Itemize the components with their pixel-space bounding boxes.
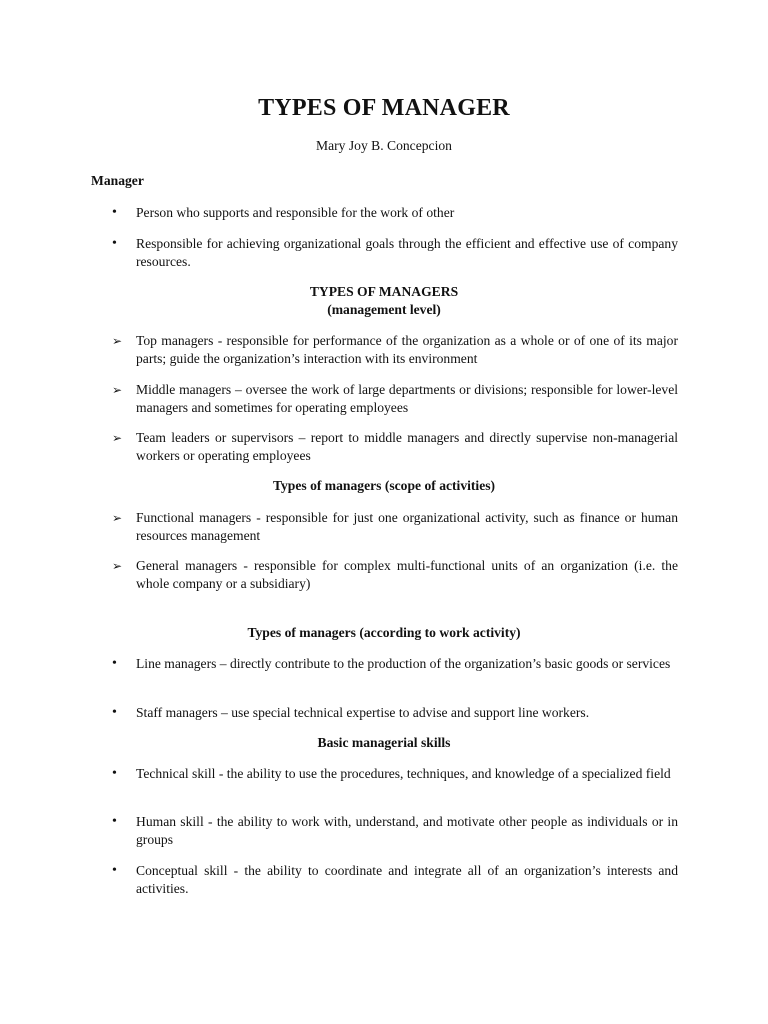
manager-label: Manager <box>91 173 144 188</box>
arrow-bullet-icon: ➢ <box>112 431 123 445</box>
list-item <box>112 765 678 783</box>
list-item-text: Staff managers – use special technical expertise to advise and support line workers. <box>136 705 590 720</box>
bullet-icon: • <box>112 236 117 251</box>
list-item <box>112 332 678 368</box>
list-item <box>112 429 678 465</box>
list-item <box>112 509 678 545</box>
list-item-text: Technical skill - the ability to use the procedures, techniques, and knowledge of a specialized field <box>136 766 671 781</box>
bullet-icon: • <box>112 705 117 720</box>
list-item-text: Responsible for achieving organizational goals through the efficient and effective use of company resources. <box>136 236 678 269</box>
arrow-bullet-icon: ➢ <box>112 559 123 573</box>
list-item-text: General managers - responsible for complex multi-functional units of an organization (i.e. the whole company or a subsidiary) <box>136 558 678 591</box>
list-item-text: Middle managers – oversee the work of large departments or divisions; responsible for lower-level managers and sometimes for operating employees <box>136 382 678 415</box>
arrow-bullet-icon: ➢ <box>112 383 123 397</box>
bullet-icon: • <box>112 814 117 829</box>
list-item <box>112 862 678 898</box>
section-subheading-management-level: (management level) <box>327 302 441 317</box>
list-item <box>112 655 678 673</box>
list-item-text: Functional managers - responsible for just one organizational activity, such as finance or human resources management <box>136 510 678 543</box>
list-item <box>112 813 678 849</box>
list-item-text: Human skill - the ability to work with, understand, and motivate other people as individuals or in groups <box>136 814 678 847</box>
author-name: Mary Joy B. Concepcion <box>316 138 452 153</box>
list-item-text: Person who supports and responsible for the work of other <box>136 205 455 220</box>
list-item <box>112 704 678 722</box>
list-item <box>112 557 678 593</box>
list-item-text: Top managers - responsible for performance of the organization as a whole or of one of its major parts; guide the organization’s interaction with its environment <box>136 333 678 366</box>
bullet-icon: • <box>112 656 117 671</box>
list-item-text: Team leaders or supervisors – report to middle managers and directly supervise non-managerial workers or operating employees <box>136 430 678 463</box>
arrow-bullet-icon: ➢ <box>112 511 123 525</box>
arrow-bullet-icon: ➢ <box>112 334 123 348</box>
section-heading-managerial-skills: Basic managerial skills <box>317 735 451 750</box>
list-item <box>112 381 678 417</box>
list-item-text: Line managers – directly contribute to the production of the organization’s basic goods or services <box>136 656 671 671</box>
bullet-icon: • <box>112 766 117 781</box>
section-heading-work-activity: Types of managers (according to work activity) <box>247 625 521 640</box>
bullet-icon: • <box>112 205 117 220</box>
list-item <box>112 235 678 271</box>
bullet-icon: • <box>112 863 117 878</box>
list-item <box>112 204 678 222</box>
section-heading-scope-of-activities: Types of managers (scope of activities) <box>272 478 496 493</box>
document-title: TYPES OF MANAGER <box>258 95 510 121</box>
list-item-text: Conceptual skill - the ability to coordinate and integrate all of an organization’s interests and activities. <box>136 863 678 896</box>
section-heading-management-level: TYPES OF MANAGERS <box>309 284 459 299</box>
